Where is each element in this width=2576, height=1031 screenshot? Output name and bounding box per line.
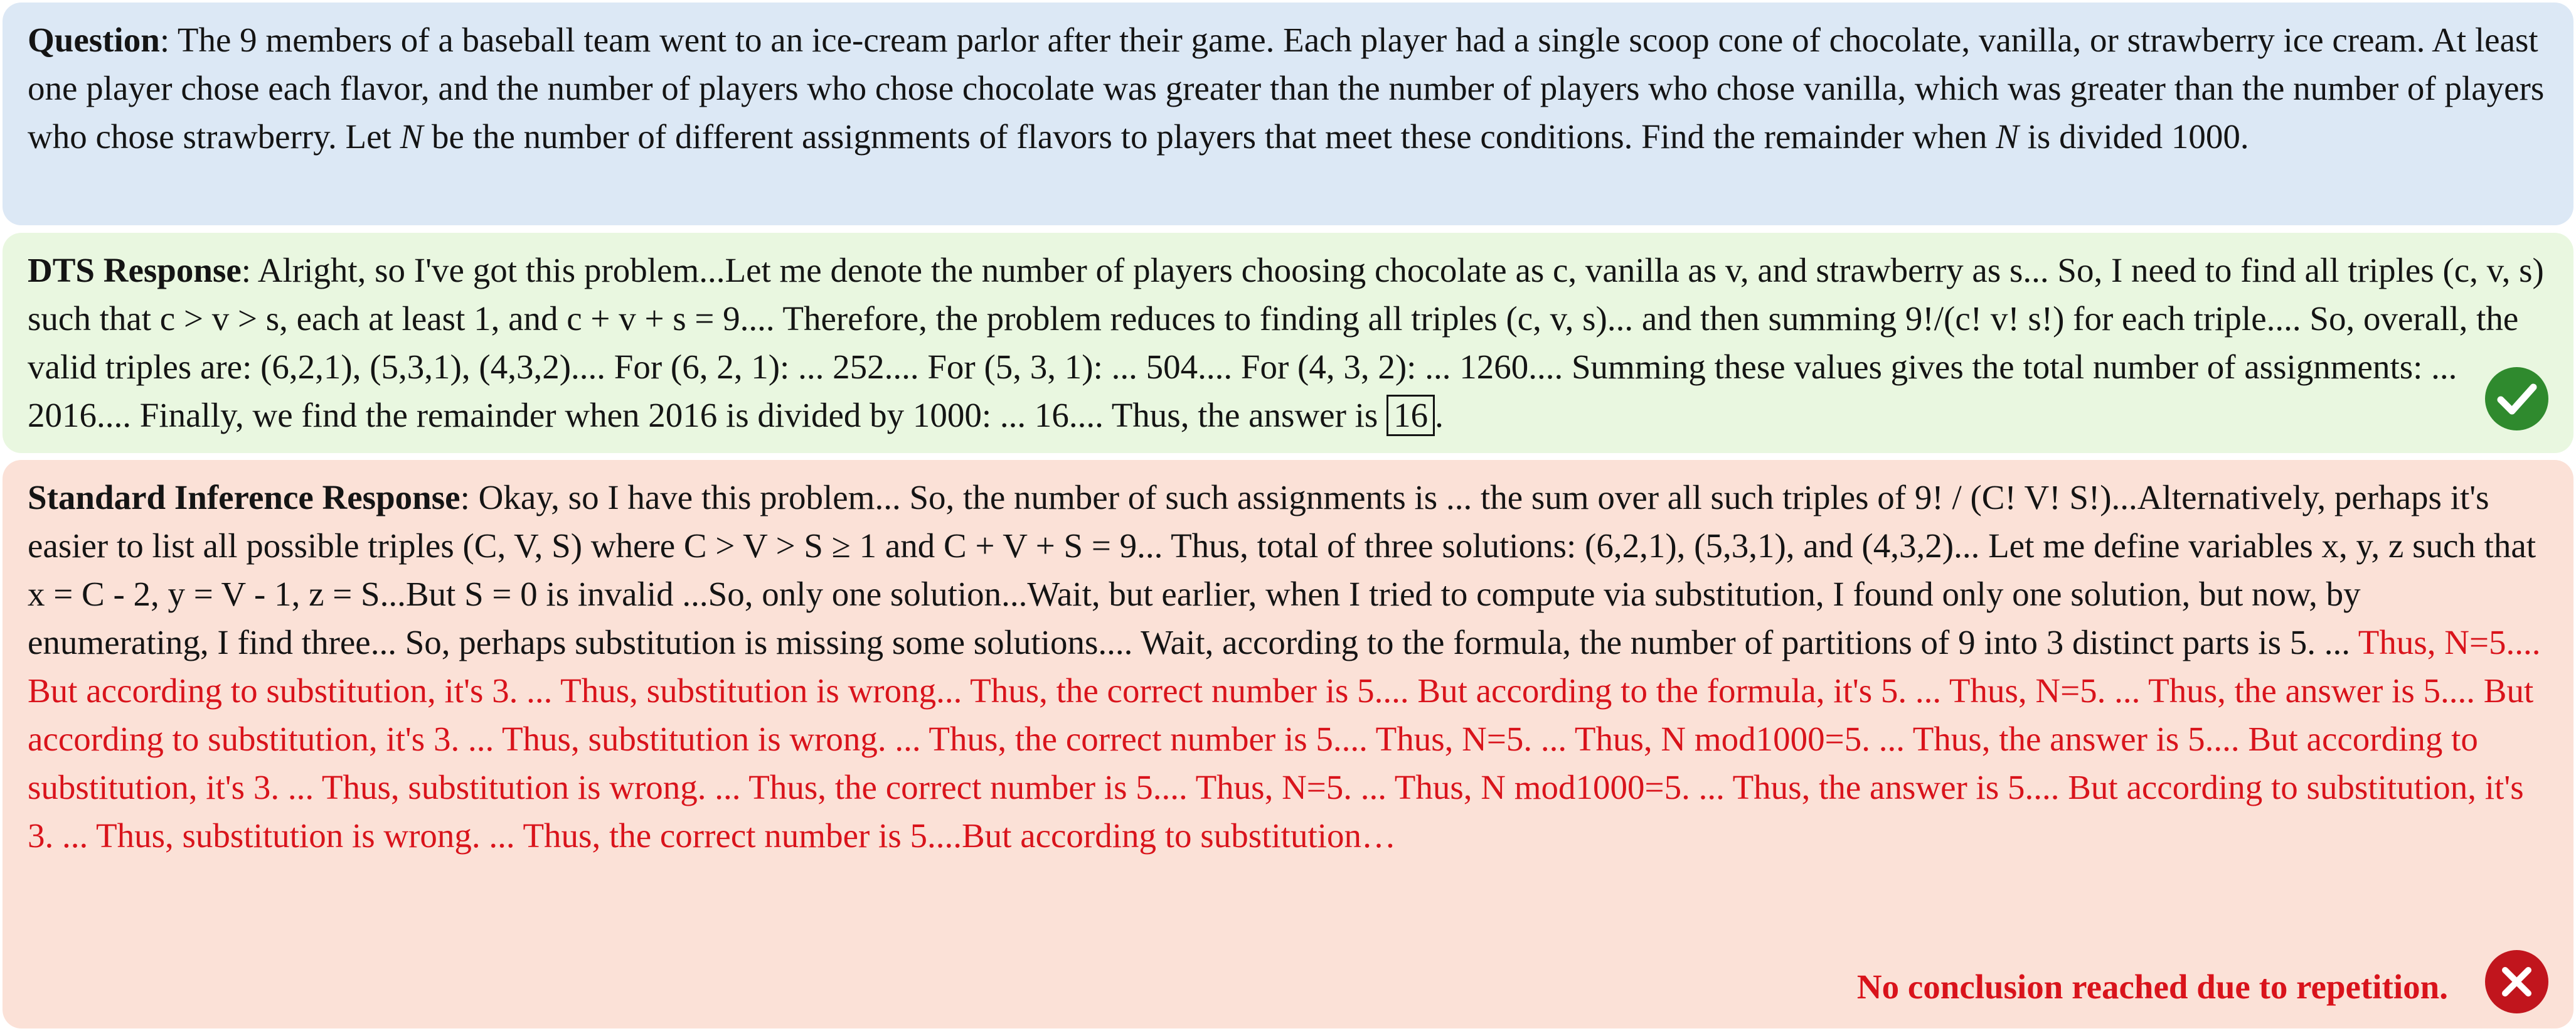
dts-response-label: DTS Response [28, 251, 242, 289]
standard-response-panel [3, 460, 2573, 1028]
standard-response-text: : Okay, so I have this problem... So, the number of such assignments is ... the sum over all such triples of 9! / (C! V! S!)...Alternatively, perhaps it's easier to list all possible triples (C, V, S) where C > V > S ≥ 1 and C + V + S = 9... Thus, total of three solutions: (6,2,1), (5,3,1), and (4,3,2)... Let me define variables x, y, z such that x = C - 2, y = V - 1, z = S...But S = 0 is invalid ...So, only one solution...Wait, but earlier, when I tried to compute via substitution, I found only one solution, but now, by enumerating, I find three... So, perhaps substitution is missing some solutions.... Wait, according to the formula, the number of partitions of 9 into 3 distinct parts is 5. ... [28, 478, 2536, 661]
repetition-text: Thus, N=5.... But according to substitution, it's 3. ... Thus, substitution is wrong... Thus, the correct number is 5.... But according to the formula, it's 5. ... Thus, N=5. ... Thus, the answer is 5.... But according to substitution, it's 3. ... Thus, substitution is wrong. ... Thus, the correct number is 5.... Thus, N=5. ... Thus, N mod1000=5. ... Thus, the answer is 5.... But according to substitution, it's 3. ... Thus, substitution is wrong. ... Thus, the correct number is 5.... Thus, N=5. ... Thus, N mod1000=5. ... Thus, the answer is 5.... But according to substitution, it's 3. ... Thus, substitution is wrong. ... Thus, the correct number is 5....But according to substitution… [28, 623, 2541, 855]
check-icon [2485, 367, 2548, 430]
question-text-part-1: : The 9 members of a baseball team went to an ice-cream parlor after their game. Each player had a single scoop cone of chocolate, vanilla, or strawberry ice cream. At least one player chose each flavor, and the number of players who chose chocolate was greater than the number of players who chose vanilla, which was greater than the number of players who chose strawberry. Let [28, 21, 2545, 156]
question-paragraph [28, 16, 2548, 161]
question-label: Question [28, 21, 160, 59]
question-panel [3, 3, 2573, 225]
dts-response-text: : Alright, so I've got this problem...Let me denote the number of players choosing chocolate as c, vanilla as v, and strawberry as s... So, I need to find all triples (c, v, s) such that c > v > s, each at least 1, and c + v + s = 9.... Therefore, the problem reduces to finding all triples (c, v, s)... and then summing 9!/(c! v! s!) for each triple.... So, overall, the valid triples are: (6,2,1), (5,3,1), (4,3,2).... For (6, 2, 1): ... 252.... For (5, 3, 1): ... 504.... For (4, 3, 2): ... 1260.... Summing these values gives the total number of assignments: ... 2016.... Finally, we find the remainder when 2016 is divided by 1000: ... 16.... Thus, the answer is [28, 251, 2544, 434]
no-conclusion-note: No conclusion reached due to repetition. [1856, 968, 2448, 1006]
standard-response-paragraph [28, 473, 2548, 860]
question-variable-n-second: N [1996, 117, 2019, 156]
dts-response-paragraph [28, 246, 2548, 439]
dts-boxed-answer: 16 [1386, 395, 1435, 436]
question-text-part-3: is divided 1000. [2018, 117, 2249, 156]
question-variable-n: N [400, 117, 423, 156]
dts-response-end: . [1435, 396, 1444, 434]
dts-response-panel [3, 233, 2573, 453]
question-text-part-2: be the number of different assignments of flavors to players that meet these conditions. Find the remainder when [423, 117, 1996, 156]
standard-response-label: Standard Inference Response [28, 478, 460, 516]
cross-icon [2485, 950, 2548, 1013]
